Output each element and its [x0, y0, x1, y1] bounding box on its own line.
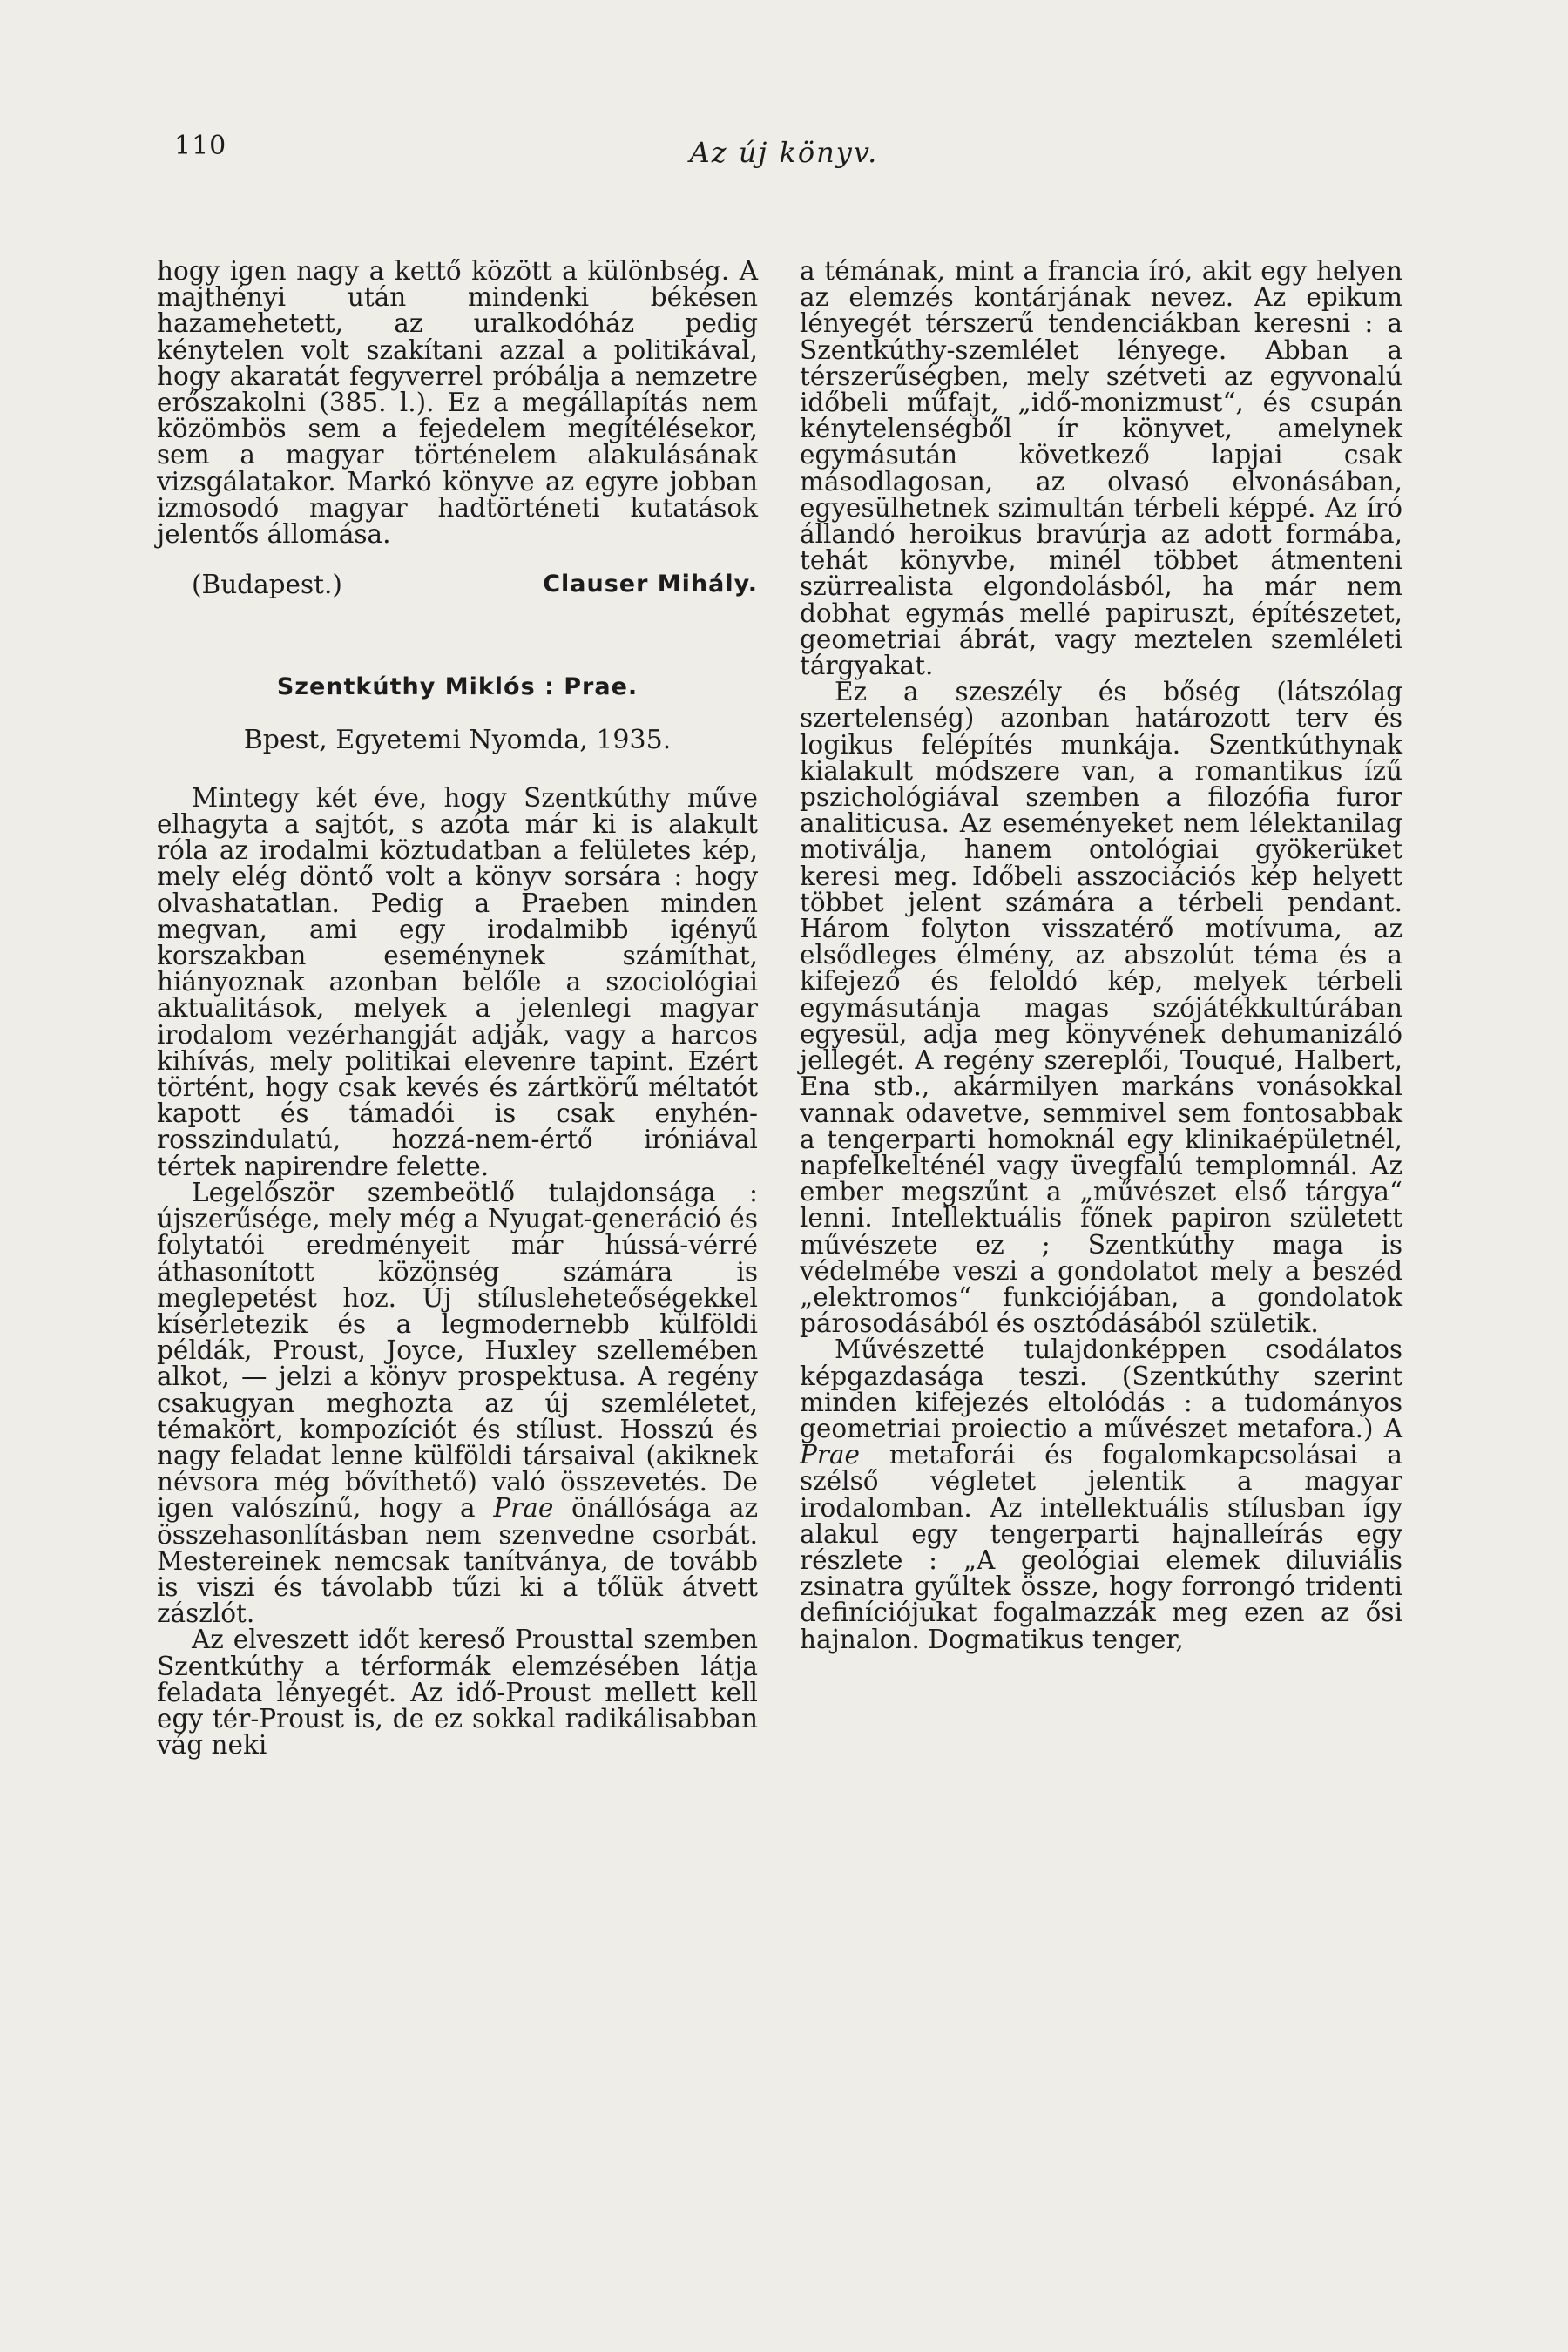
paragraph: a témának, mint a francia író, akit egy helyen az elemzés kontárjának nevez. Az epikum lényegét térszerű tendenciákban keresni : a Szentkúthy-szemlélet lényege. Abban a térszerűségben, mely szétveti az egyvonalú időbeli műfajt, „idő-monizmust“, és csupán kénytelenségből ír könyvet, amelynek egymásután következő lapjai csak másodlagosan, az olvasó elvonásában, egyesülhetnek szimultán térbeli képpé. Az író állandó heroikus bravúrja az adott formába, tehát könyvbe, minél többet átmenteni szürrealista elgondolásból, ha már nem dobhat egymás mellé papiruszt, építészetet, geometriai ábrát, vagy meztelen szemléleti tárgyakat.: [800, 256, 1402, 681]
paragraph-text: metaforái és fogalomkapcsolásai a szélső végletet jelentik a magyar irodalomban. Az intellektuális stílusban így alakul egy tengerparti hajnalleírás egy részlete : „A geológiai elemek diluviális zsinatra gyűltek össze, hogy forrongó tridenti definíciójukat fogalmazzák meg ezen az ősi hajnalon. Dogmatikus tenger,: [800, 1440, 1402, 1654]
paragraph: Az elveszett időt kereső Prousttal szemben Szentkúthy a térformák elemzésében látja feladata lényegét. Az idő-Proust mellett kell egy tér-Proust is, de ez sokkal radikálisabban vág neki: [157, 1625, 758, 1761]
review-title: Szentkúthy Miklós : Prae.: [276, 673, 639, 701]
paragraph-text: önállósága az összehasonlításban nem szenvedne csorbát. Mestereinek nemcsak tanítványa, de tovább is viszi és távolabb tűzi ki a tőlük átvett zászlót.: [157, 1493, 758, 1629]
paragraph-text: Művészetté tulajdonképpen csodálatos képgazdasága teszi. (Szentkúthy szerint minden kifejezés eltolódás : a tudományos geometriai proiectio a művészet metafora.) A: [800, 1335, 1402, 1443]
review-publication: Bpest, Egyetemi Nyomda, 1935.: [243, 724, 672, 755]
paragraph: [800, 1336, 1402, 1652]
paragraph-text: Legelőször szembeötlő tulajdonsága : újszerűsége, mely még a Nyugat-generáció és folytatói eredményeit már hússá-vérré áthasonított közönség számára is meglepetést hoz. Új stílusleheteőségekkel kísérletezik és a legmodernebb külföldi példák, Proust, Joyce, Huxley szellemében alkot, — jelzi a könyv prospektusa. A regény csakugyan meghozta az új szemléletet, témakört, kompozíciót és stílust. Hosszú és nagy feladat lenne külföldi társaival (akiknek névsora még bővíthető) való összevetés. De igen valószínű, hogy a: [157, 1177, 758, 1524]
right-column: [800, 258, 1402, 1652]
previous-review-text: hogy igen nagy a kettő között a különbség. A majthényi után mindenki békésen hazamehetett, az uralkodóház pedig kénytelen volt szakítani azzal a politikával, hogy akaratát fegyverrel próbálja a nemzetre erőszakolni (385. l.). Ez a megállapítás nem közömbös sem a fejedelem megítélésekor, sem a magyar történelem alakulásának vizsgálatakor. Markó könyve az egyre jobban izmosodó magyar hadtörténeti kutatások jelentős állomása.: [157, 256, 758, 550]
running-title: Az új könyv.: [689, 136, 879, 169]
reviewer-name: Clauser Mihály.: [543, 571, 758, 598]
italic-title: Prae: [493, 1493, 554, 1524]
paragraph: [157, 1177, 758, 1629]
signature-row: [157, 571, 758, 598]
left-column: [157, 256, 758, 1761]
paragraph: Mintegy két éve, hogy Szentkúthy műve elhagyta a sajtót, s azóta már ki is alakult róla az irodalmi köztudatban a felületes kép, mely elég döntő volt a könyv sorsára : hogy olvashatatlan. Pedig a Praeben minden megvan, ami egy irodalmibb igényű korszakban eseménynek számíthat, hiányoznak azonban belőle a szociológiai aktualitások, melyek a jelenlegi magyar irodalom vezérhangját adják, vagy a harcos kihívás, mely politikai elevenre tapint. Ezért történt, hogy csak kevés és zártkörű méltatót kapott és támadói is csak enyhén-rosszindulatú, hozzá-nem-értő iróniával tértek napirendre felette.: [157, 782, 758, 1181]
place: (Budapest.): [192, 570, 342, 600]
page-number: 110: [174, 131, 227, 161]
paragraph: Ez a szeszély és bőség (látszólag szertelenség) azonban határozott terv és logikus felépítés munkája. Szentkúthynak kialakult módszere van, a romantikus ízű pszichológiával szemben a filozófia furor analiticusa. Az eseményeket nem lélektanilag motiválja, hanem ontológiai gyökerüket keresi meg. Időbeli asszociációs kép helyett többet jelent számára a térbeli pendant. Három folyton visszatérő motívuma, az elsődleges élmény, az abszolút téma és a kifejező és feloldó kép, melyek térbeli egymásutánja magas szójátékkultúrában egyesül, adja meg könyvének dehumanizáló jellegét. A regény szereplői, Touqué, Halbert, Ena stb., akármilyen markáns vonásokkal vannak odavetve, semmivel sem fontosabbak a tengerparti homoknál egy klinikaépületnél, napfelkelténél vagy üvegfalú templomnál. Az ember megszűnt a „művészet első tárgya“ lenni. Intellektuális főnek papiron született művészete ez ; Szentkúthy maga is védelmébe veszi a gondolatot mely a beszéd „elektromos“ funkciójában, a gondolatok párosodásából és osztódásából születik.: [800, 677, 1402, 1339]
italic-title: Prae: [800, 1440, 860, 1470]
